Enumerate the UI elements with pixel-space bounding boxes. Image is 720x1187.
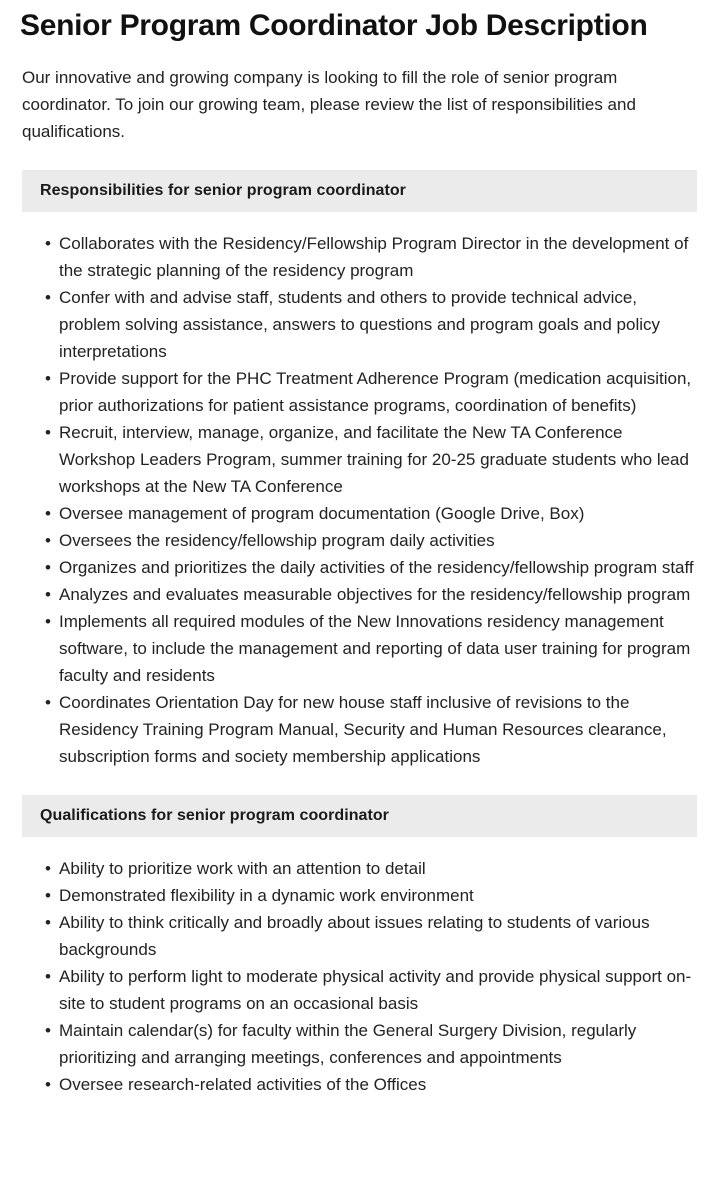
list-item [45, 608, 698, 689]
list-item [45, 909, 698, 963]
list-item-text: Coordinates Orientation Day for new house staff inclusive of revisions to the Residency Training Program Manual, Security and Human Resources clearance, subscription forms and society membership applications [59, 693, 667, 766]
list-item [45, 882, 698, 909]
list-item [45, 284, 698, 365]
bullet-dot-icon: • [45, 504, 51, 523]
bullet-dot-icon: • [45, 967, 51, 986]
list-item [45, 1071, 698, 1098]
bullet-dot-icon: • [45, 369, 51, 388]
list-item-text: Oversee management of program documentation (Google Drive, Box) [59, 504, 585, 523]
section [0, 795, 720, 1098]
list-item-text: Oversee research-related activities of the Offices [59, 1075, 427, 1094]
bullet-dot-icon: • [45, 693, 51, 712]
section-header-label: Responsibilities for senior program coordinator [40, 182, 406, 199]
bullet-dot-icon: • [45, 859, 51, 878]
list-item [45, 230, 698, 284]
list-item [45, 500, 698, 527]
list-item [45, 1017, 698, 1071]
list-item [45, 689, 698, 770]
bullet-dot-icon: • [45, 531, 51, 550]
sections-container [0, 170, 720, 1098]
list-item-text: Demonstrated flexibility in a dynamic work environment [59, 886, 474, 905]
bullet-dot-icon: • [45, 585, 51, 604]
bullet-dot-icon: • [45, 558, 51, 577]
bullet-dot-icon: • [45, 612, 51, 631]
list-item [45, 554, 698, 581]
list-item-text: Provide support for the PHC Treatment Adherence Program (medication acquisition, prior authorizations for patient assistance programs, coordination of benefits) [59, 369, 692, 415]
list-item [45, 581, 698, 608]
list-item-text: Oversees the residency/fellowship program daily activities [59, 531, 495, 550]
list-item [45, 419, 698, 500]
list-item-text: Ability to think critically and broadly about issues relating to students of various backgrounds [59, 913, 650, 959]
list-item-text: Ability to prioritize work with an attention to detail [59, 859, 426, 878]
section-header [22, 170, 697, 212]
list-item-text: Confer with and advise staff, students and others to provide technical advice, problem solving assistance, answers to questions and program goals and policy interpretations [59, 288, 660, 361]
bullet-dot-icon: • [45, 423, 51, 442]
bullet-dot-icon: • [45, 234, 51, 253]
bullet-dot-icon: • [45, 1021, 51, 1040]
bullet-list [0, 212, 720, 770]
list-item-text: Collaborates with the Residency/Fellowship Program Director in the development of the strategic planning of the residency program [59, 234, 689, 280]
bullet-dot-icon: • [45, 288, 51, 307]
page-title: Senior Program Coordinator Job Description [20, 9, 648, 42]
bullet-dot-icon: • [45, 886, 51, 905]
list-item-text: Organizes and prioritizes the daily activities of the residency/fellowship program staff [59, 558, 694, 577]
list-item [45, 963, 698, 1017]
bottom-spacer [0, 1098, 720, 1120]
section-header [22, 795, 697, 837]
intro-paragraph: Our innovative and growing company is looking to fill the role of senior program coordinator. To join our growing team, please review the list of responsibilities and qualifications. [22, 68, 636, 141]
list-item-text: Ability to perform light to moderate physical activity and provide physical support on-site to student programs on an occasional basis [59, 967, 692, 1013]
section [0, 170, 720, 770]
bullet-dot-icon: • [45, 913, 51, 932]
list-item [45, 365, 698, 419]
list-item [45, 527, 698, 554]
bullet-dot-icon: • [45, 1075, 51, 1094]
list-item-text: Analyzes and evaluates measurable objectives for the residency/fellowship program [59, 585, 691, 604]
bullet-list [0, 837, 720, 1098]
list-item [45, 855, 698, 882]
list-item-text: Maintain calendar(s) for faculty within the General Surgery Division, regularly prioritizing and arranging meetings, conferences and appointments [59, 1021, 637, 1067]
list-item-text: Recruit, interview, manage, organize, and facilitate the New TA Conference Workshop Leaders Program, summer training for 20-25 graduate students who lead workshops at the New TA Conference [59, 423, 689, 496]
list-item-text: Implements all required modules of the New Innovations residency management software, to include the management and reporting of data user training for program faculty and residents [59, 612, 691, 685]
section-header-label: Qualifications for senior program coordinator [40, 807, 389, 824]
